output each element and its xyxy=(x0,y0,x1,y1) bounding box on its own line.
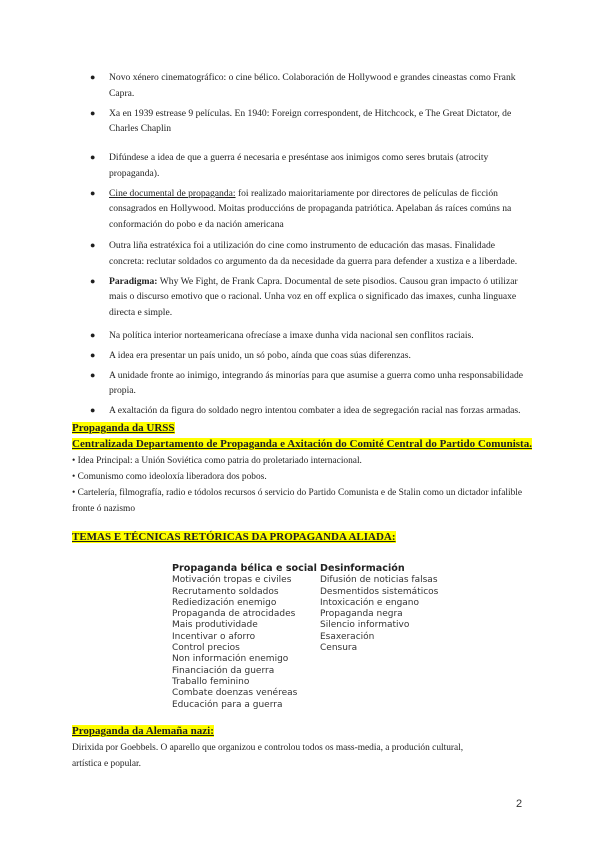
list-cine-belico xyxy=(84,70,524,141)
bullet-icon: ● xyxy=(90,72,96,82)
list-item: Propaganda de atrocidades xyxy=(172,609,296,620)
list-item: ● A unidade fronte ao inimigo, integrando ás minorías para que asumise a guerra como unha responsabilidade propia. xyxy=(90,369,524,397)
list-item: ● Cine documental de propaganda: foi realizado maioritariamente por directores de películas de ficción consagrados en Hollywood. Moitas produccións de propaganda patriótica. Apelaban ás raíces comúns na conformación do pobo e da nación americana xyxy=(90,187,512,231)
urss-line: • Comunismo como ideoloxía liberadora dos pobos. xyxy=(72,472,267,482)
term-paradigma: Paradigma: xyxy=(109,275,158,287)
list-item: Esaxeración xyxy=(320,631,375,642)
list-educacion xyxy=(84,238,524,325)
list-item: Mais produtividade xyxy=(172,620,258,631)
list-item: Desmentidos sistemáticos xyxy=(320,586,439,597)
column-desinformacion xyxy=(320,563,438,654)
list-item: Rediedización enemigo xyxy=(172,597,277,608)
list-item: Traballo feminino xyxy=(172,676,250,687)
nazi-heading: Propaganda da Alemaña nazi: xyxy=(72,725,214,737)
nazi-text: Dirixida por Goebbels. O aparello que organizou e controlou todos os mass-media, a produción cultural, artística e popular. xyxy=(72,743,464,769)
list-atrocity xyxy=(84,150,524,237)
list-item: Censura xyxy=(320,643,358,654)
bullet-icon: ● xyxy=(90,275,96,286)
bullet-icon: ● xyxy=(90,240,96,250)
list-item: Financiación da guerra xyxy=(172,665,275,676)
list-item: ● Na política interior norteamericana ofrecíase a imaxe dunha vida nacional sen conflitos raciais. xyxy=(84,328,524,344)
list-item: Difusión de noticias falsas xyxy=(320,575,438,586)
list-item: Silencio informativo xyxy=(320,620,410,631)
list-item: Educación para a guerra xyxy=(172,699,283,710)
term-cine-documental: Cine documental de propaganda: xyxy=(109,187,236,199)
bullet-icon: ● xyxy=(90,330,96,340)
urss-line: • Idea Principal: a Unión Soviética como patria do proletariado internacional. xyxy=(72,456,362,466)
column-propaganda-belica xyxy=(172,563,317,711)
list-item: Non información enemigo xyxy=(172,654,289,665)
list-item: Propaganda negra xyxy=(320,609,403,620)
bullet-icon: ● xyxy=(90,187,96,198)
list-item: ● Difúndese a idea de que a guerra é necesaria e preséntase aos inimigos como seres brutais (atrocity propaganda). xyxy=(90,152,489,179)
bullet-icon: ● xyxy=(90,107,96,118)
list-item: ● Xa en 1939 estrease 9 películas. En 1940: Foreign correspondent, de Hitchcock, e The Great Dictator, de Charles Chaplin xyxy=(90,107,512,135)
list-item: Control precios xyxy=(172,643,240,654)
list-item: ● A idea era presentar un país unido, un só pobo, aínda que coas súas diferenzas. xyxy=(84,348,524,364)
urss-heading: Propaganda da URSS xyxy=(72,422,175,434)
urss-subheading: Centralizada Departamento de Propaganda e Axitación do Comité Central do Partido Comunista. xyxy=(72,438,532,450)
list-item: Intoxicación e engano xyxy=(320,597,420,608)
temas-heading: TEMAS E TÉCNICAS RETÓRICAS DA PROPAGANDA ALIADA: xyxy=(72,531,396,543)
bullet-icon: ● xyxy=(90,152,96,162)
page-number: 2 xyxy=(516,798,523,810)
bullet-icon: ● xyxy=(90,349,96,360)
list-item: ● Novo xénero cinematográfico: o cine bélico. Colaboración de Hollywood e grandes cineastas como Frank Capra. xyxy=(90,72,516,99)
list-politica-interior xyxy=(84,328,524,423)
list-item: ● Outra liña estratéxica foi a utilización do cine como instrumento de educación das masas. Finalidade concreta: reclutar soldados co argumento da da necesidade da guerra para defender a xustiza e a liberdade. xyxy=(90,240,518,267)
column-title: Propaganda bélica e social xyxy=(172,563,317,574)
urss-line: • Cartelería, filmografía, radio e tódolos recursos ó servicio do Partido Comunista e de Stalin como un dictador infalible fronte ó nazismo xyxy=(72,488,523,514)
list-item: ● Paradigma: Why We Fight, de Frank Capra. Documental de sete pisodios. Causou gran impacto ó utilizar mais o discurso emotivo que o racional. Unha voz en off explica o significado das imaxes, cunha linguaxe directa e simple. xyxy=(90,275,518,319)
bullet-icon: ● xyxy=(90,369,96,380)
bullet-icon: ● xyxy=(90,405,96,416)
column-title: Desinformación xyxy=(320,563,405,574)
list-item: Incentivar o aforro xyxy=(172,631,256,642)
list-item: Recrutamento soldados xyxy=(172,586,279,597)
list-item: ● A exaltación da figura do soldado negro intentou combater a idea de segregación racial nas forzas armadas. xyxy=(84,403,524,419)
list-item: Motivación tropas e civiles xyxy=(172,575,292,586)
list-item: Combate doenzas venéreas xyxy=(172,688,298,699)
